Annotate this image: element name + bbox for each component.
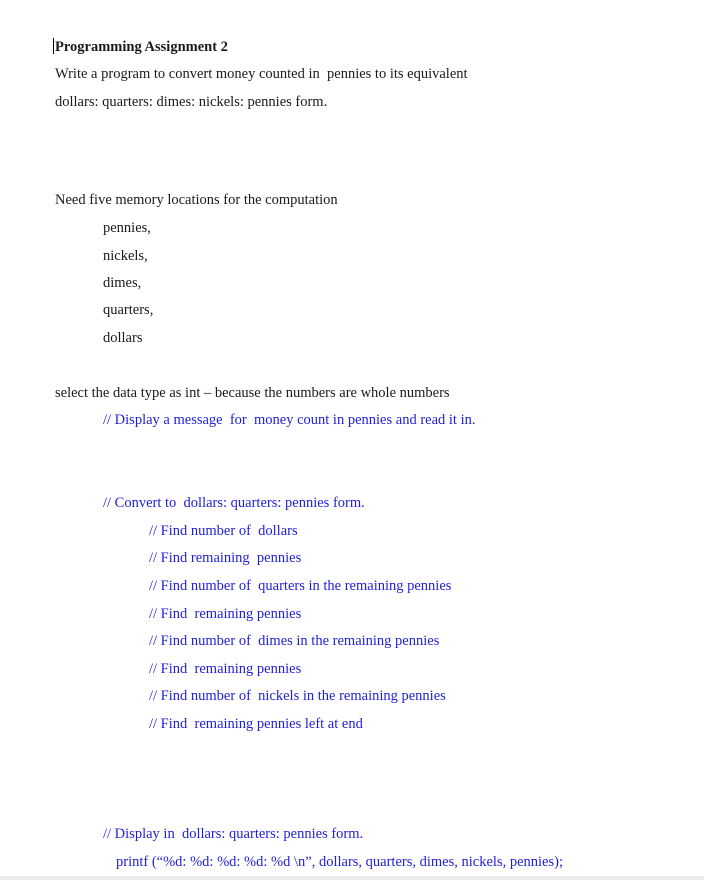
convert-step: // Find remaining pennies left at end (149, 716, 363, 732)
memory-item-dollars: dollars (103, 330, 143, 346)
memory-item-dimes: dimes, (103, 275, 142, 291)
page-bottom-edge (0, 876, 704, 880)
intro-line-2: dollars: quarters: dimes: nickels: pennies form. (55, 94, 328, 110)
datatype-line: select the data type as int – because the numbers are whole numbers (55, 385, 450, 401)
convert-step: // Find remaining pennies (149, 606, 302, 622)
convert-step: // Find remaining pennies (149, 661, 302, 677)
convert-step: // Find number of dimes in the remaining pennies (149, 633, 440, 649)
printf-line: printf (“%d: %d: %d: %d: %d \n”, dollars, quarters, dimes, nickels, pennies); (116, 854, 563, 870)
memory-item-pennies: pennies, (103, 220, 151, 236)
memory-item-quarters: quarters, (103, 302, 154, 318)
intro-line-1: Write a program to convert money counted in pennies to its equivalent (55, 66, 468, 82)
document-title: Programming Assignment 2 (55, 39, 228, 55)
comment-display-result: // Display in dollars: quarters: pennies form. (103, 826, 364, 842)
memory-item-nickels: nickels, (103, 248, 148, 264)
convert-step: // Find remaining pennies (149, 550, 302, 566)
convert-step: // Find number of nickels in the remaining pennies (149, 688, 446, 704)
convert-step: // Find number of quarters in the remaining pennies (149, 578, 452, 594)
comment-display-read: // Display a message for money count in pennies and read it in. (103, 412, 476, 428)
convert-step: // Find number of dollars (149, 523, 298, 539)
comment-convert: // Convert to dollars: quarters: pennies form. (103, 495, 365, 511)
text-cursor (53, 38, 54, 54)
memory-heading: Need five memory locations for the computation (55, 192, 338, 208)
